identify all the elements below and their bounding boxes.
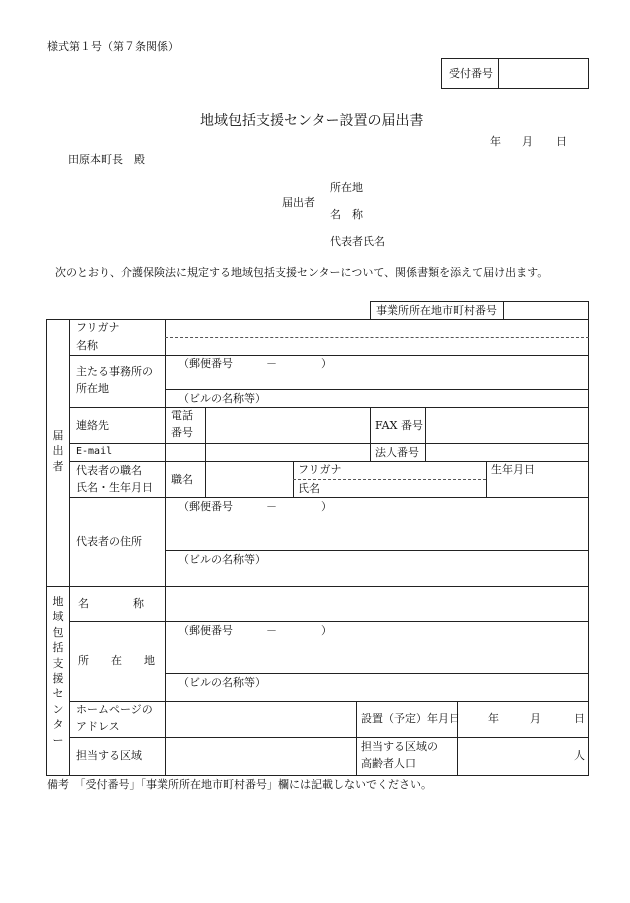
corp-number-label: 法人番号 <box>375 446 419 459</box>
homepage-label-1: ホームページの <box>76 703 153 716</box>
elderly-label-2: 高齢者人口 <box>361 757 416 770</box>
phone-label-1: 電話 <box>171 409 193 422</box>
statement: 次のとおり、介護保険法に規定する地域包括支援センターについて、関係書類を添えて届け出ます。 <box>55 266 549 279</box>
center-building: （ビルの名称等） <box>178 676 266 689</box>
center-address-label: 所 在 地 <box>78 654 155 667</box>
office-number-label: 事業所所在地市町村番号 <box>376 304 497 317</box>
fax-label: FAX 番号 <box>375 419 423 432</box>
main-office-label-1: 主たる事務所の <box>76 365 153 378</box>
date-month-label: 月 <box>522 135 533 148</box>
elderly-label-1: 担当する区域の <box>361 740 438 753</box>
page-title: 地域包括支援センター設置の届出書 <box>200 113 424 129</box>
applicant-name-label: 名 称 <box>330 208 363 221</box>
rep-address-postal: （郵便番号 － ） <box>178 500 332 513</box>
representative-label-2: 氏名・生年月日 <box>76 481 153 494</box>
title-field-label: 職名 <box>171 473 193 486</box>
date-year-label: 年 <box>490 135 501 148</box>
rep-address-building: （ビルの名称等） <box>178 553 266 566</box>
main-office-building: （ビルの名称等） <box>178 392 266 405</box>
applicant-side-label: 届出者 <box>52 429 64 473</box>
applicant-representative-label: 代表者氏名 <box>330 235 385 248</box>
setup-date-label: 設置（予定）年月日 <box>361 712 460 725</box>
applicant-address-label: 所在地 <box>330 181 363 194</box>
representative-label-1: 代表者の職名 <box>76 464 142 477</box>
receipt-number-label: 受付番号 <box>449 67 493 80</box>
setup-month-label: 月 <box>530 712 541 725</box>
center-postal: （郵便番号 － ） <box>178 624 332 637</box>
main-office-label-2: 所在地 <box>76 382 109 395</box>
applicant-label: 届出者 <box>282 196 315 209</box>
rep-furigana-label: フリガナ <box>298 463 342 476</box>
phone-label-2: 番号 <box>171 426 193 439</box>
rep-address-label: 代表者の住所 <box>76 535 142 548</box>
furigana-label: フリガナ <box>76 321 120 334</box>
form-number: 様式第１号（第７条関係） <box>47 40 179 53</box>
area-label: 担当する区域 <box>76 749 142 762</box>
homepage-label-2: アドレス <box>76 720 120 733</box>
birth-date-label: 生年月日 <box>491 463 535 476</box>
addressee: 田原本町長 殿 <box>68 153 145 166</box>
contact-label: 連絡先 <box>76 419 109 432</box>
footnote: 備考 「受付番号」「事業所所在地市町村番号」欄には記載しないでください。 <box>47 778 432 791</box>
rep-name-label: 氏名 <box>298 482 320 495</box>
person-unit-label: 人 <box>574 749 585 762</box>
main-office-postal: （郵便番号 － ） <box>178 357 332 370</box>
name-label: 名称 <box>76 339 98 352</box>
center-side-label: 地域包括支援センター <box>52 595 64 747</box>
setup-day-label: 日 <box>574 712 585 725</box>
center-name-label: 名 称 <box>78 597 144 610</box>
email-label: E-mail <box>76 446 113 457</box>
date-day-label: 日 <box>556 135 567 148</box>
setup-year-label: 年 <box>488 712 499 725</box>
